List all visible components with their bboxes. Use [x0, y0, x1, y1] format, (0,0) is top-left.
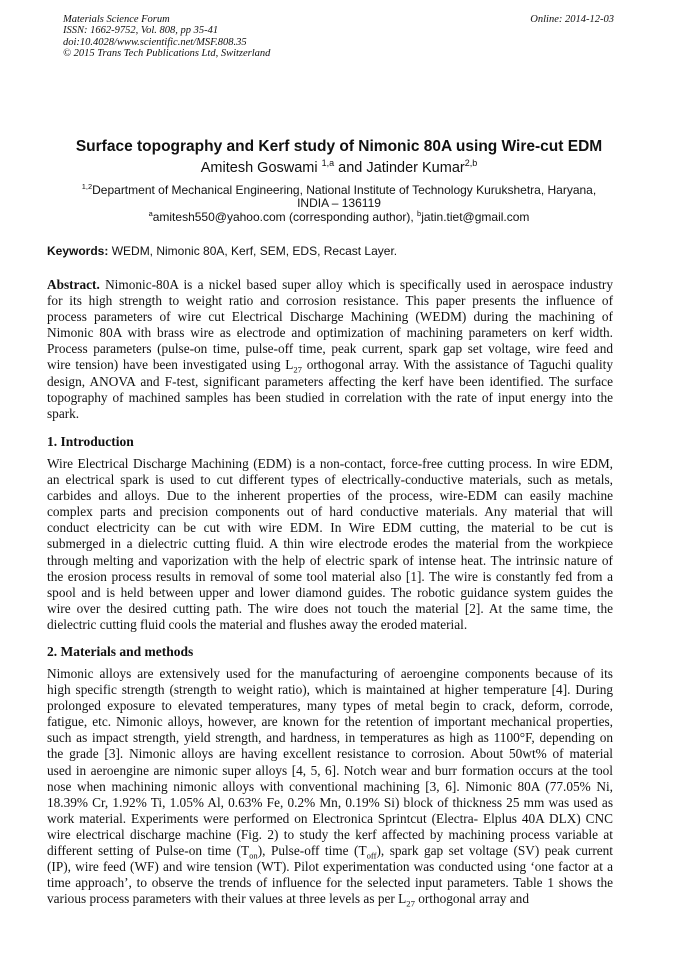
text-line: different setting of Pulse-on time $(T_{on})$, Pulse-off time $(T_{off})$, spark gap set voltage (SV) peak current	[47, 843, 613, 861]
keywords-text: WEDM, Nimonic 80A, Kerf, SEM, EDS, Recast Layer.	[108, 244, 398, 258]
text-line: conduct electricity can be cut with wire EDM. In Wire EDM cutting, the material to be cut is	[47, 520, 613, 536]
issn: ISSN: 1662-9752, Vol. 808, pp 35-41	[63, 25, 219, 37]
text-line: an electrical spark is used to cut different types of electrically-conductive materials, such as metals,	[47, 472, 613, 488]
text-line: fatigue, etc. Nimonic alloys, however, are known for the retention of important mechanical properties,	[47, 714, 613, 730]
keywords-label: Keywords:	[47, 244, 109, 258]
text-line: wire over the desired cutting path. The wire does not touch the material [2]. At the same time, the	[47, 600, 613, 616]
email-a: amitesh550@yahoo.com (corresponding author),	[152, 210, 418, 224]
text-line: work material. Experiments were performed on Electronica Sprintcut (Electra- Elplus 40A DLX) CNC	[47, 810, 613, 826]
abstract-label: Abstract.	[47, 277, 100, 292]
paper-title: Surface topography and Kerf study of Nimonic 80A using Wire-cut EDM	[75, 138, 603, 155]
text-line: used in aeroengine are nimonic super alloys [4, 5, 6]. Notch wear and burr formation occurs at the tool	[47, 762, 613, 778]
author-2-sup: 2,b	[464, 158, 478, 168]
author-1: Amitesh Goswami	[200, 159, 322, 176]
text-line: the grade [3]. Nimonic alloys are having excellent resistance to corrosion. About 50wt% of material	[47, 746, 613, 762]
text-line: Nimonic 80A with brass wire as electrode and optimization of machining parameters on kerf width.	[47, 325, 613, 341]
affil-sup: 1,2	[81, 182, 93, 191]
text-line: complex parts and precision components out of hard conductive materials. Any material that will	[47, 504, 613, 520]
author-1-sup: 1,a	[321, 158, 335, 168]
affil-line1: Department of Mechanical Engineering, National Institute of Technology Kurukshetra, Haryana,	[92, 183, 597, 197]
authors	[0, 158, 678, 176]
abstract	[47, 277, 613, 422]
section-heading-materials: 2. Materials and methods	[47, 644, 194, 659]
text-line: Wire Electrical Discharge Machining (EDM) is a non-contact, force-free cutting process. In wire EDM,	[47, 456, 613, 471]
text-line: through melting and vaporization with the help of electric spark of intense heat. The intrinsic nature of	[47, 552, 613, 568]
text-line: submerged in a dielectric cutting fluid. A thin wire electrode erodes the material from the workpiece	[47, 536, 613, 552]
emails	[0, 209, 678, 224]
text-line: various process parameters with their values at three levels as per $L_{27}$ orthogonal array and	[47, 891, 529, 909]
doi: doi:10.4028/www.scientific.net/MSF.808.35	[63, 36, 247, 48]
text-line: carbides and alloys. Due to the inherent properties of the process, wire-EDM can easily machine	[47, 488, 613, 504]
text-line: wire electrical discharge machine (Fig. 2) to study the kerf affected by machining process variable at	[47, 826, 613, 842]
email-b: jatin.tiet@gmail.com	[421, 210, 530, 224]
subscript: on	[249, 850, 258, 861]
section-heading-introduction: 1. Introduction	[47, 434, 134, 449]
text-line: process parameters of wire cut Electrical Discharge Machining (WEDM) during the machining of	[47, 309, 613, 325]
text-line: (IP), wire feed (WF) and wire tension (WT). Pilot experimentation was conducted using ‘one factor at a	[47, 859, 613, 875]
journal-name: Materials Science Forum	[63, 14, 170, 25]
online-date: Online: 2014-12-03	[530, 14, 614, 25]
journal-info	[63, 14, 270, 60]
text-line: Abstract. Nimonic-80A is a nickel based super alloy which is specifically used in aerospace industry	[47, 277, 613, 292]
text-line: design, ANOVA and F-test, significant parameters affecting the kerf have been identified. The surface	[47, 373, 613, 389]
subscript: off	[366, 850, 377, 861]
text-line: wire tension) have been investigated using $L_{27}$ orthogonal array. With the assistance of Taguchi quality	[47, 357, 613, 376]
text-line: Nimonic alloys are extensively used for the manufacturing of aeroengine components because of its	[47, 666, 613, 681]
text-line: nose when machining nimonic alloys with conventional machining [3, 6]. Nimonic 80A (77.05% Ni,	[47, 778, 613, 794]
text-line: spark.	[47, 405, 80, 421]
copyright: © 2015 Trans Tech Publications Ltd, Switzerland	[63, 48, 271, 60]
text-line: high specific strength (strength to weight ratio), which is maintained at higher temperature [4]. During	[47, 682, 613, 698]
text-line: for its high strength to weight ratio and corrosion resistance. This paper presents the influence of	[47, 293, 613, 309]
affiliation	[0, 180, 678, 210]
author-2: and Jatinder Kumar	[334, 159, 465, 176]
subscript: 27	[406, 898, 415, 909]
affil-line2: INDIA – 136119	[297, 196, 381, 210]
introduction-body	[47, 456, 613, 633]
text-line: 18.39% Cr, 1.92% Ti, 1.05% Al, 0.63% Fe, 0.2% Mn, 0.19% Si) block of thickness 25 mm was used as	[47, 794, 613, 810]
email-a-sup: a	[148, 209, 153, 218]
text-line: time approach’, to observe the trends of influence for the selected input parameters. Table 1 shows the	[47, 875, 613, 891]
keywords	[47, 244, 397, 258]
text-line: such as impact strength, yield strength, and hardness, in temperatures as high as 1100°F, depending on	[47, 730, 613, 746]
text-line: spool and is held between upper and lower diamond guides. The robotic guidance system guides the	[47, 584, 613, 600]
text-line: the erosion process results in removal of some tool material also [1]. The wire is constantly fed from a	[47, 568, 613, 584]
text-line: prolonged exposure to elevated temperatures, many types of metal begin to crack, deform, corrode,	[47, 698, 613, 714]
text-line: Process parameters (pulse-on time, pulse-off time, peak current, spark gap set voltage, wire feed and	[47, 341, 613, 357]
email-b-sup: b	[417, 209, 422, 218]
text-line: topography of machined samples has been studied in correlation with the rate of input energy into the	[47, 389, 613, 405]
materials-body	[47, 666, 613, 907]
subscript: 27	[293, 365, 302, 376]
text-line: dielectric cutting fluid cools the material and flushes away the eroded material.	[47, 616, 468, 632]
